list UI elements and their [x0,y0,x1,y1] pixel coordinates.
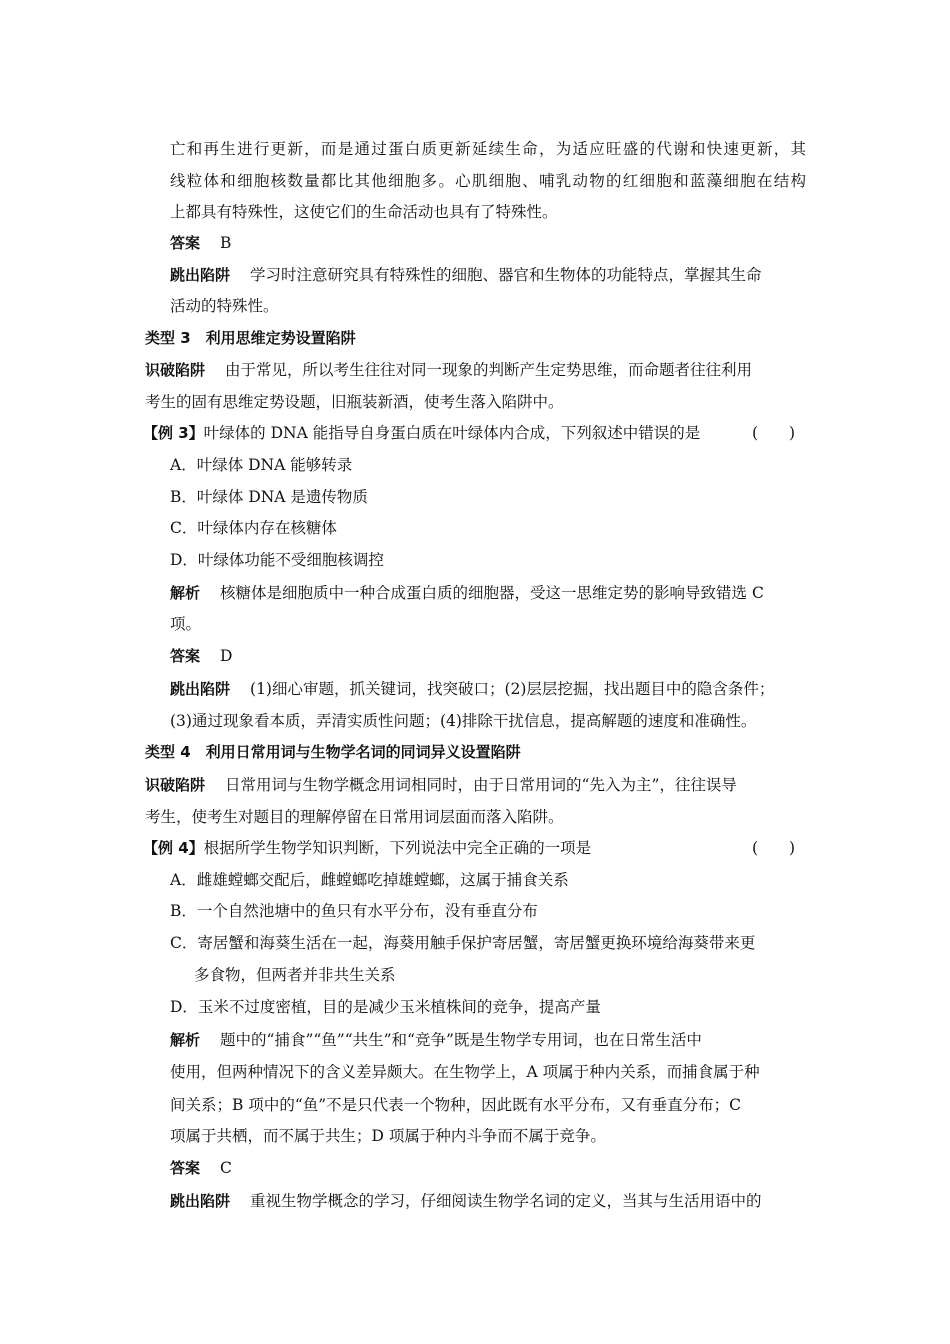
paragraph-line: 项。 [170,615,202,633]
answer-label: 答案 [170,234,201,252]
option-a: A．雌雄螳螂交配后，雌螳螂吃掉雄螳螂，这属于捕食关系 [170,871,569,889]
answer-label: 答案 [170,647,201,665]
answer-label: 答案 [170,1159,201,1177]
trap-label: 跳出陷阱 [170,266,231,284]
option-d: D．玉米不过度密植，目的是减少玉米植株间的竞争，提高产量 [170,998,601,1016]
identify-line [145,774,805,796]
paragraph-line: 使用，但两种情况下的含义差异颇大。在生物学上，A 项属于种内关系，而捕食属于种 [170,1063,760,1081]
trap-line [170,678,810,700]
trap-label: 跳出陷阱 [170,1192,231,1210]
example-label: 【例 4】 [143,839,204,857]
answer-value: C [220,1159,232,1177]
option-d: D．叶绿体功能不受细胞核调控 [170,551,384,569]
trap-line [170,1190,806,1212]
example-text: 根据所学生物学知识判断，下列说法中完全正确的一项是 [203,839,592,857]
identify-text: 由于常见，所以考生往往对同一现象的判断产生定势思维，而命题者往往利用 [225,361,753,379]
paragraph-line: 上都具有特殊性，这使它们的生命活动也具有了特殊性。 [170,203,558,221]
paragraph-line: 间关系；B 项中的“鱼”不是只代表一个物种，因此既有水平分布，又有垂直分布；C [170,1096,742,1114]
answer-line [170,645,232,667]
trap-text: 学习时注意研究具有特殊性的细胞、器官和生物体的功能特点，掌握其生命 [250,266,762,284]
answer-line [170,1157,232,1179]
answer-line [170,232,231,254]
example-text: 叶绿体的 DNA 能指导自身蛋白质在叶绿体内合成，下列叙述中错误的是 [203,424,701,442]
option-c: C．叶绿体内存在核糖体 [170,519,337,537]
analysis-label: 解析 [170,584,201,602]
trap-text: (1)细心审题，抓关键词，找突破口；(2)层层挖掘，找出题目中的隐含条件； [250,680,775,698]
option-b: B．叶绿体 DNA 是遗传物质 [170,488,368,506]
paragraph-line: 线粒体和细胞核数量都比其他细胞多。心肌细胞、哺乳动物的红细胞和蓝藻细胞在结构 [170,172,806,190]
answer-blank: ( ) [752,839,796,857]
trap-label: 跳出陷阱 [170,680,231,698]
example-question [143,837,591,859]
example-label: 【例 3】 [143,424,204,442]
analysis-text: 核糖体是细胞质中一种合成蛋白质的细胞器，受这一思维定势的影响导致错选 C [220,584,764,602]
identify-line [145,359,805,381]
option-c-continued: 多食物，但两者并非共生关系 [194,966,396,984]
paragraph-line: 考生的固有思维定势设题，旧瓶装新酒，使考生落入陷阱中。 [145,393,564,411]
trap-line [170,264,806,286]
answer-value: D [220,647,233,665]
analysis-line [170,1029,806,1051]
paragraph-line: 活动的特殊性。 [170,297,279,315]
identify-label: 识破陷阱 [145,776,206,794]
option-a: A．叶绿体 DNA 能够转录 [170,456,353,474]
option-b: B．一个自然池塘中的鱼只有水平分布，没有垂直分布 [170,902,538,920]
identify-text: 日常用词与生物学概念用词相同时，由于日常用词的“先入为主”，往往误导 [225,776,737,794]
analysis-text: 题中的“捕食”“鱼”“共生”和“竞争”既是生物学专用词，也在日常生活中 [220,1031,702,1049]
analysis-label: 解析 [170,1031,201,1049]
paragraph-line: 亡和再生进行更新，而是通过蛋白质更新延续生命，为适应旺盛的代谢和快速更新，其 [170,140,806,158]
example-question [143,422,700,444]
section-heading: 类型 4 利用日常用词与生物学名词的同词异义设置陷阱 [145,743,521,761]
paragraph-line: 考生，使考生对题目的理解停留在日常用词层面而落入陷阱。 [145,808,564,826]
identify-label: 识破陷阱 [145,361,206,379]
paragraph-line: 项属于共栖，而不属于共生；D 项属于种内斗争而不属于竞争。 [170,1127,606,1145]
answer-blank: ( ) [752,424,796,442]
section-heading: 类型 3 利用思维定势设置陷阱 [145,329,356,347]
analysis-line [170,582,806,604]
answer-value: B [220,234,232,252]
trap-text: 重视生物学概念的学习，仔细阅读生物学名词的定义，当其与生活用语中的 [250,1192,762,1210]
paragraph-line: (3)通过现象看本质，弄清实质性问题；(4)排除干扰信息，提高解题的速度和准确性。 [170,712,757,730]
option-c: C．寄居蟹和海葵生活在一起，海葵用触手保护寄居蟹，寄居蟹更换环境给海葵带来更 [170,934,756,952]
